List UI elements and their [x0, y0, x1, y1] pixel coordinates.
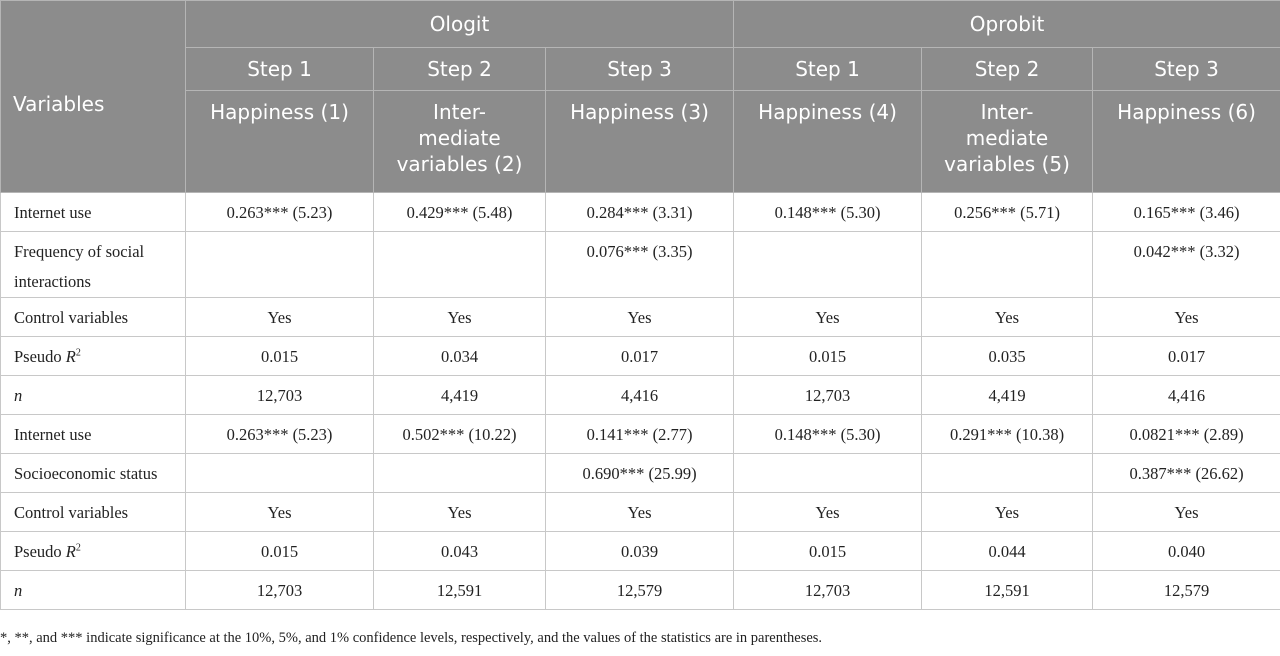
table-cell: 0.387*** (26.62) — [1093, 454, 1280, 493]
table-cell: 0.076*** (3.35) — [546, 232, 734, 298]
table-cell: 12,579 — [546, 571, 734, 610]
table-cell — [374, 454, 546, 493]
table-cell: 0.0821*** (2.89) — [1093, 415, 1280, 454]
table-row — [1, 376, 1280, 415]
table-cell: 0.291*** (10.38) — [922, 415, 1093, 454]
table-cell: 0.042*** (3.32) — [1093, 232, 1280, 298]
step-header-row — [1, 48, 1280, 91]
table-footnote: *, **, and *** indicate significance at the 10%, 5%, and 1% confidence levels, respectively, and the values of the statistics are in parentheses. — [0, 630, 823, 646]
table-cell: 12,703 — [734, 571, 922, 610]
table-row — [1, 493, 1280, 532]
table-cell: 12,591 — [922, 571, 1093, 610]
row-label-text: Socioeconomic status — [14, 464, 158, 483]
table-cell: 0.502*** (10.22) — [374, 415, 546, 454]
row-label — [1, 493, 186, 532]
row-label — [1, 454, 186, 493]
row-label-superscript: 2 — [75, 542, 81, 554]
table-cell: 12,703 — [186, 571, 374, 610]
row-label — [1, 571, 186, 610]
row-label-italic: n — [14, 386, 23, 405]
table-row — [1, 571, 1280, 610]
row-label-text: Frequency of social interactions — [14, 242, 145, 291]
table-cell: 12,591 — [374, 571, 546, 610]
table-row — [1, 415, 1280, 454]
row-label-text: Pseudo — [14, 347, 66, 366]
table-cell: 0.284*** (3.31) — [546, 193, 734, 232]
table-cell: Yes — [546, 493, 734, 532]
dependent-variable-header: Happiness (6) — [1093, 91, 1280, 193]
row-label-text: Control variables — [14, 308, 129, 327]
table-cell: Yes — [374, 493, 546, 532]
table-row — [1, 232, 1280, 298]
table-cell: 0.015 — [186, 532, 374, 571]
table-cell: 0.035 — [922, 337, 1093, 376]
table-cell: 0.148*** (5.30) — [734, 415, 922, 454]
oprobit-header: Oprobit — [734, 1, 1280, 48]
table-cell: 4,416 — [1093, 376, 1280, 415]
step-header: Step 3 — [1093, 48, 1280, 91]
table-cell: Yes — [734, 298, 922, 337]
table-row — [1, 193, 1280, 232]
table-cell: 0.263*** (5.23) — [186, 193, 374, 232]
variables-header: Variables — [1, 1, 186, 193]
table-body — [1, 193, 1280, 610]
table-header — [1, 1, 1280, 193]
table-cell: 12,703 — [186, 376, 374, 415]
step-header: Step 1 — [734, 48, 922, 91]
table-cell: 0.263*** (5.23) — [186, 415, 374, 454]
table-cell: 0.429*** (5.48) — [374, 193, 546, 232]
table-cell — [186, 232, 374, 298]
table-cell: 0.039 — [546, 532, 734, 571]
table-cell: 4,419 — [374, 376, 546, 415]
table-row — [1, 454, 1280, 493]
row-label — [1, 532, 186, 571]
row-label-italic: R — [65, 542, 76, 561]
table-cell: 0.015 — [186, 337, 374, 376]
table-cell: Yes — [922, 298, 1093, 337]
table-cell: 0.043 — [374, 532, 546, 571]
table-cell: 0.690*** (25.99) — [546, 454, 734, 493]
table-cell: 0.141*** (2.77) — [546, 415, 734, 454]
row-label-text: Internet use — [14, 203, 92, 222]
table-cell: 0.015 — [734, 337, 922, 376]
table-cell: Yes — [1093, 493, 1280, 532]
dependent-variable-header: Inter- mediate variables (5) — [922, 91, 1093, 193]
table-cell: Yes — [186, 298, 374, 337]
step-header: Step 2 — [922, 48, 1093, 91]
table-cell: 0.034 — [374, 337, 546, 376]
table-cell: 0.040 — [1093, 532, 1280, 571]
table-cell: Yes — [734, 493, 922, 532]
table-cell: Yes — [374, 298, 546, 337]
dependent-variable-header: Happiness (3) — [546, 91, 734, 193]
table-row — [1, 337, 1280, 376]
table-cell: 0.256*** (5.71) — [922, 193, 1093, 232]
table-cell: 4,416 — [546, 376, 734, 415]
row-label-text: Internet use — [14, 425, 92, 444]
row-label-text: Control variables — [14, 503, 129, 522]
table-cell: 12,703 — [734, 376, 922, 415]
model-header-row — [1, 1, 1280, 48]
table-row — [1, 532, 1280, 571]
table-cell — [922, 232, 1093, 298]
table-cell: 4,419 — [922, 376, 1093, 415]
table-cell: 0.017 — [1093, 337, 1280, 376]
table-cell: 0.148*** (5.30) — [734, 193, 922, 232]
row-label-superscript: 2 — [75, 347, 81, 359]
table-cell — [186, 454, 374, 493]
dependent-variable-header: Inter- mediate variables (2) — [374, 91, 546, 193]
table-cell — [922, 454, 1093, 493]
step-header: Step 2 — [374, 48, 546, 91]
table-cell: Yes — [922, 493, 1093, 532]
row-label-italic: R — [65, 347, 76, 366]
step-header: Step 3 — [546, 48, 734, 91]
dependent-header-row — [1, 91, 1280, 193]
step-header: Step 1 — [186, 48, 374, 91]
row-label-text: Pseudo — [14, 542, 66, 561]
table-row — [1, 298, 1280, 337]
table-cell: 0.044 — [922, 532, 1093, 571]
row-label — [1, 298, 186, 337]
dependent-variable-header: Happiness (1) — [186, 91, 374, 193]
table-cell: Yes — [1093, 298, 1280, 337]
table-cell: 0.015 — [734, 532, 922, 571]
row-label-italic: n — [14, 581, 23, 600]
table-cell: 12,579 — [1093, 571, 1280, 610]
row-label — [1, 193, 186, 232]
table-cell — [734, 232, 922, 298]
table-cell: Yes — [186, 493, 374, 532]
row-label — [1, 415, 186, 454]
table-cell: 0.165*** (3.46) — [1093, 193, 1280, 232]
ologit-header: Ologit — [186, 1, 734, 48]
table-cell — [734, 454, 922, 493]
table-cell: Yes — [546, 298, 734, 337]
row-label — [1, 376, 186, 415]
table-cell: 0.017 — [546, 337, 734, 376]
row-label — [1, 337, 186, 376]
row-label — [1, 232, 186, 298]
dependent-variable-header: Happiness (4) — [734, 91, 922, 193]
table-cell — [374, 232, 546, 298]
